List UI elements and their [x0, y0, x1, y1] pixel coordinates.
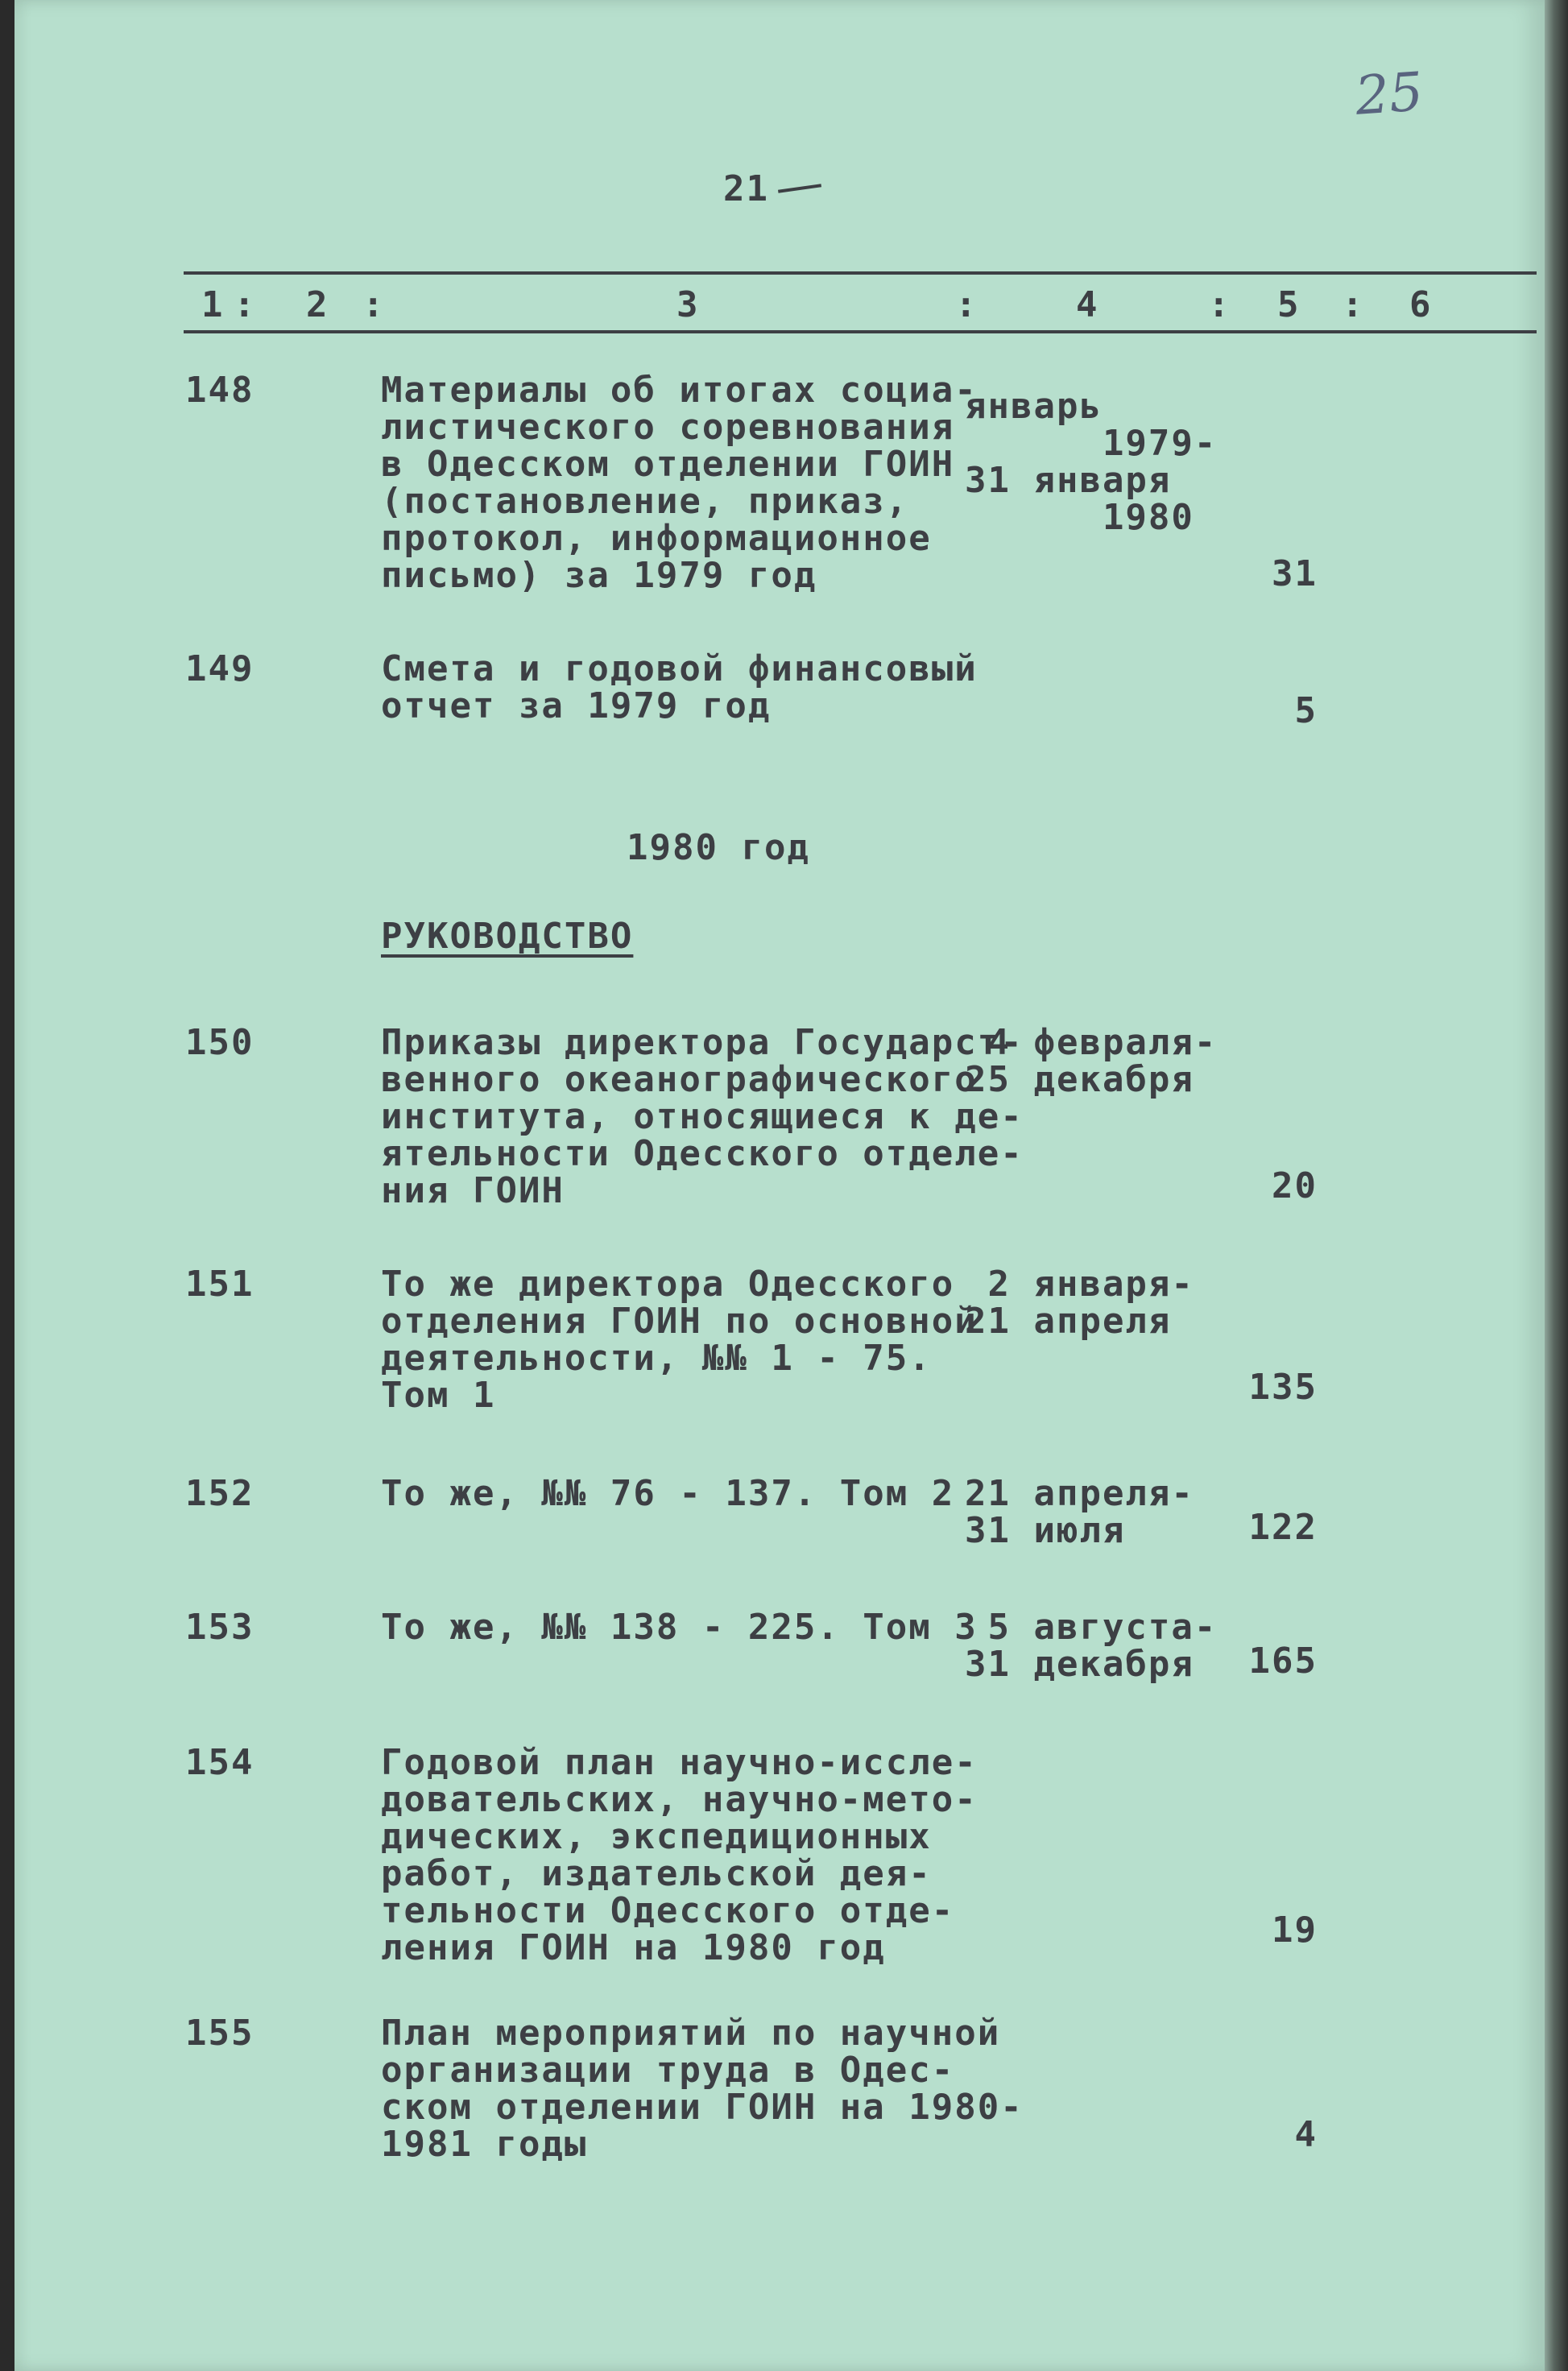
- entry-description: Смета и годовой финансовый отчет за 1979 год: [381, 648, 978, 726]
- entry-number: 149: [185, 648, 254, 689]
- entry-sheet-count: 4: [1294, 2114, 1318, 2155]
- entry-sheet-count: 19: [1272, 1910, 1318, 1951]
- page-number: 21: [723, 168, 769, 209]
- entry-dates: 5 августа- 31 декабря: [965, 1607, 1218, 1685]
- document-page: [14, 0, 1545, 2371]
- section-title: РУКОВОДСТВО: [381, 916, 634, 957]
- col-header-5: 5: [1277, 284, 1301, 325]
- entry-description: То же, №№ 138 - 225. Том 3: [381, 1607, 978, 1648]
- col-sep: :: [955, 284, 978, 325]
- entry-sheet-count: 165: [1248, 1641, 1318, 1682]
- entry-description: Годовой план научно-иссле- довательских, научно-мето- дических, экспедиционных работ, издательской дея- тельности Одесского отде- ления ГОИН на 1980 год: [381, 1742, 978, 1968]
- entry-sheet-count: 31: [1272, 553, 1318, 594]
- header-rule-bottom: [184, 330, 1537, 333]
- entry-sheet-count: 135: [1248, 1367, 1318, 1408]
- col-sep: :: [362, 284, 386, 325]
- entry-number: 152: [185, 1473, 254, 1514]
- entry-description: План мероприятий по научной организации труда в Одес- ском отделении ГОИН на 1980- 1981 годы: [381, 2013, 1024, 2165]
- entry-dates: 4 февраля- 25 декабря: [965, 1022, 1218, 1100]
- entry-sheet-count: 5: [1294, 690, 1318, 731]
- col-sep: :: [1342, 284, 1365, 325]
- entry-dates: 21 апреля- 31 июля: [965, 1473, 1194, 1551]
- entry-number: 154: [185, 1742, 254, 1783]
- entry-number: 155: [185, 2013, 254, 2054]
- entry-description: То же, №№ 76 - 137. Том 2: [381, 1473, 955, 1514]
- col-sep: :: [1208, 284, 1231, 325]
- entry-number: 148: [185, 370, 254, 411]
- entry-number: 150: [185, 1022, 254, 1063]
- header-rule-top: [184, 271, 1537, 275]
- entry-sheet-count: 122: [1248, 1507, 1318, 1548]
- col-header-4: 4: [1076, 284, 1099, 325]
- entry-number: 151: [185, 1264, 254, 1305]
- entry-dates: 2 января- 21 апреля: [965, 1264, 1194, 1342]
- col-header-3: 3: [676, 284, 700, 325]
- col-header-2: 2: [306, 284, 329, 325]
- col-header-1: 1: [201, 284, 225, 325]
- col-sep: :: [234, 284, 257, 325]
- entry-description: То же директора Одесского отделения ГОИН по основной деятельности, №№ 1 - 75. Том 1: [381, 1264, 978, 1416]
- year-heading: 1980 год: [627, 827, 810, 868]
- entry-description: Материалы об итогах социа- листического соревнования в Одесском отделении ГОИН (постановление, приказ, протокол, информационное письмо) за 1979 год: [381, 370, 978, 596]
- entry-description: Приказы директора Государст- венного океанографического института, относящиеся к де- ятельности Одесского отделе- ния ГОИН: [381, 1022, 1024, 1211]
- page-number-dash: [778, 184, 821, 192]
- col-header-6: 6: [1409, 284, 1433, 325]
- handwritten-folio-number: 25: [1353, 60, 1425, 127]
- binding-edge: [1545, 0, 1568, 2371]
- entry-sheet-count: 20: [1272, 1165, 1318, 1206]
- entry-number: 153: [185, 1607, 254, 1648]
- entry-dates: январь 1979- 31 января 1980: [965, 386, 1218, 538]
